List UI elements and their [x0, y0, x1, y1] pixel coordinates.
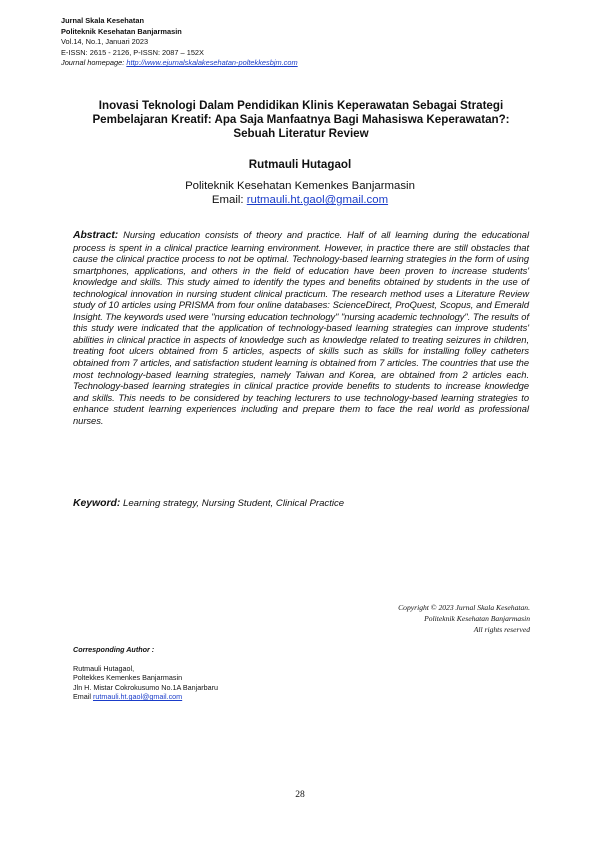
- corr-email-line: [73, 692, 218, 701]
- journal-institution: Politeknik Kesehatan Banjarmasin: [61, 26, 182, 36]
- journal-homepage: [61, 58, 298, 69]
- abstract-text: Nursing education consists of theory and practice. Half of all learning during the educational process is spent in a clinical practice learning environment. However, in practice there are still obstacles that cause the clinical practice process to not be optimal. Technology-based learning strategies in the form of using smartphones, applications, and others in the field of education have been proven to increase students' knowledge and skills. This study aimed to identify the types and benefits obtained by students in the use of technological innovation in nursing student clinical practicum. The research method uses a Literature Review study of 10 articles using PRISMA from four online databases: ScienceDirect, ProQuest, Scopus, and Emerald Insight. The keywords used were "nursing education technology" "nursing academic technology". The results of this study were indicated that the application of technology-based learning strategies can improve students' abilities in clinical practice in aspects of knowledge such as knowledge related to treating seizures in children, treating foot ulcers obtained from 5 articles, aspects of skills such as skills for installing folley catheters obtained from 7 articles, and satisfaction student learning is obtained from 7 articles. The countries that use the most technology-based learning strategies, namely Taiwan and Korea, are obtained from 2 articles each. Technology-based learning strategies in clinical practice provide benefits to students to increase knowledge and skills. This needs to be considered by teaching lecturers to use technology-based learning strategies to enhance student learning experiences including and prepare them to face the real world as professional nurses.: [73, 229, 529, 426]
- email-link[interactable]: rutmauli.ht.gaol@gmail.com: [246, 194, 389, 207]
- corr-email-link[interactable]: rutmauli.ht.gaol@gmail.com: [92, 692, 183, 702]
- keyword-label: Keyword:: [73, 498, 121, 509]
- corr-institution: Poltekkes Kemenkes Banjarmasin: [73, 673, 183, 683]
- journal-volume: Vol.14, No.1, Januari 2023: [61, 37, 149, 47]
- corr-name: Rutmauli Hutagaol,: [73, 664, 135, 673]
- homepage-link[interactable]: http://www.ejurnalskalakesehatan-poltekkesbjm.com: [126, 58, 298, 68]
- journal-issn: E-ISSN: 2615 - 2126, P-ISSN: 2087 – 152X: [61, 47, 204, 57]
- abstract-label: Abstract:: [73, 230, 119, 241]
- keyword-text: Learning strategy, Nursing Student, Clinical Practice: [123, 498, 345, 509]
- homepage-label: Journal homepage:: [61, 58, 125, 68]
- corresponding-author-address: [73, 664, 218, 702]
- corr-address: Jln H. Mistar Cokrokusumo No.1A Banjarbaru: [73, 682, 219, 692]
- affiliation: Politeknik Kesehatan Kemenkes Banjarmasin: [185, 180, 415, 192]
- journal-name: Jurnal Skala Kesehatan: [61, 16, 144, 25]
- corresponding-author-label: Corresponding Author :: [73, 645, 155, 654]
- abstract: [73, 229, 529, 426]
- copyright-institution: Politeknik Kesehatan Banjarmasin: [424, 614, 530, 623]
- paper-title: Inovasi Teknologi Dalam Pendidikan Klinis Keperawatan Sebagai Strategi Pembelajaran Kreatif: Apa Saja Manfaatnya Bagi Mahasiswa Keperawatan?: Sebuah Literatur Review: [92, 99, 510, 141]
- corr-email-label: Email: [73, 692, 91, 702]
- email-label: Email:: [211, 194, 244, 207]
- author-name: Rutmauli Hutagaol: [248, 158, 352, 171]
- copyright-notice: [330, 602, 530, 635]
- copyright-line: Copyright © 2023 Jurnal Skala Kesehatan.: [398, 603, 530, 612]
- author-affiliation-block: [0, 179, 600, 207]
- page-number: 28: [295, 789, 305, 800]
- journal-header: [61, 16, 298, 69]
- email-line: [0, 193, 600, 207]
- keywords: [73, 498, 529, 509]
- copyright-rights: All rights reserved: [473, 625, 530, 634]
